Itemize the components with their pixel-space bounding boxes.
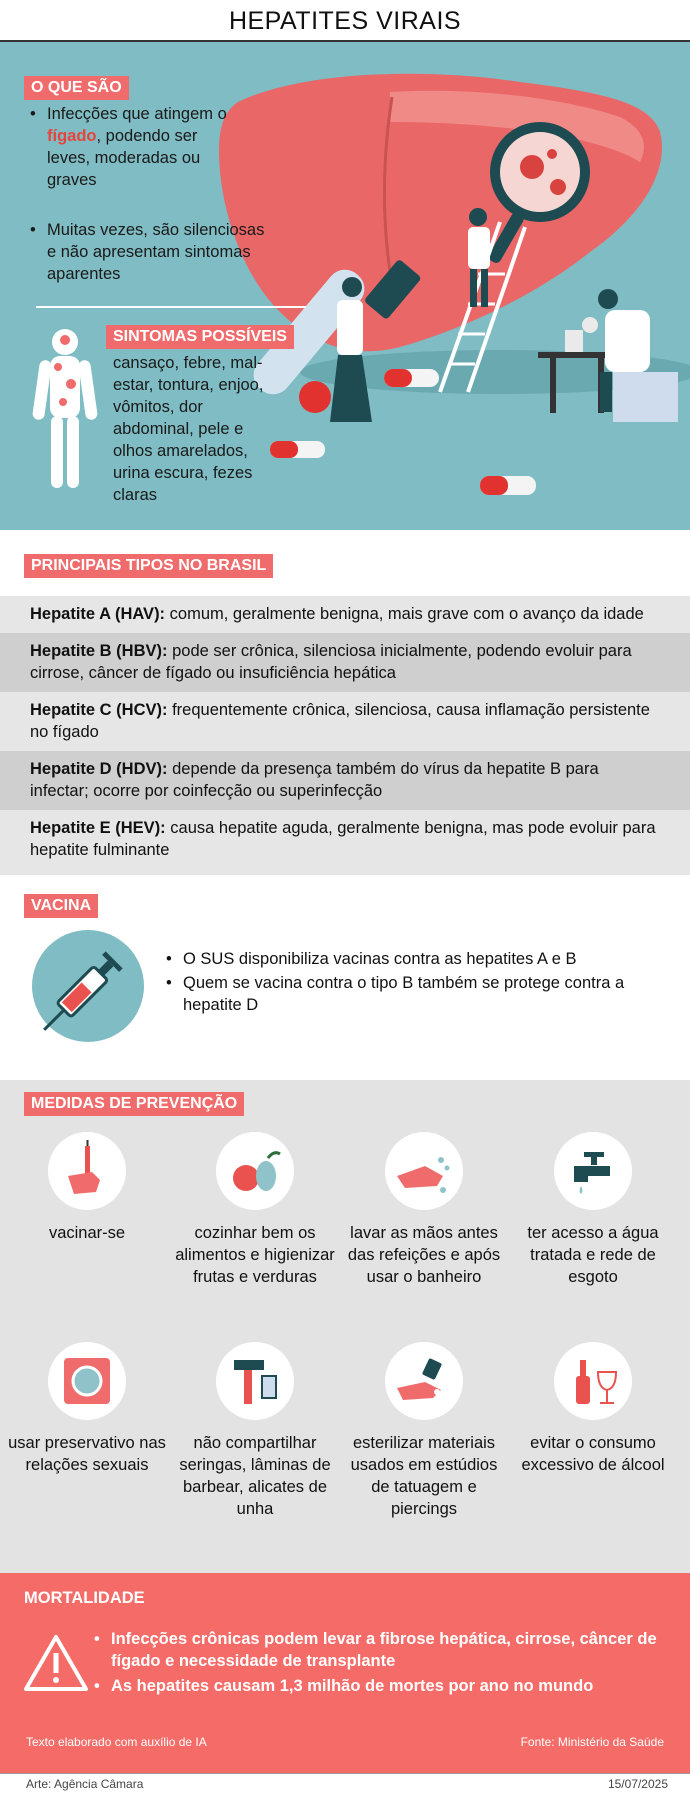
mortalidade-item-1: • Infecções crônicas podem levar a fibrose hepática, cirrose, câncer de fígado e necessidade de transplante xyxy=(94,1630,657,1670)
o-que-sao-bullet-1-post: , podendo ser leves, moderadas ou graves xyxy=(47,127,201,189)
ai-note: Texto elaborado com auxílio de IA xyxy=(26,1735,207,1749)
tattoo-machine-icon xyxy=(385,1342,463,1420)
tipo-row-b: Hepatite B (HBV): pode ser crônica, silenciosa inicialmente, podendo evoluir para cirrose, câncer de fígado ou insuficiência hepática xyxy=(0,633,690,692)
o-que-sao-bullet-1-pre: Infecções que atingem o xyxy=(47,105,227,123)
prevencao-tag: MEDIDAS DE PREVENÇÃO xyxy=(24,1092,244,1116)
prevencao-section xyxy=(0,1080,690,1573)
sintomas-tag: SINTOMAS POSSÍVEIS xyxy=(106,325,294,349)
tipo-row-c: Hepatite C (HCV): frequentemente crônica, silenciosa, causa inflamação persistente no fígado xyxy=(0,692,690,751)
warning-icon xyxy=(23,1633,89,1693)
art-credit: Arte: Agência Câmara xyxy=(26,1777,144,1791)
razor-icon xyxy=(216,1342,294,1420)
source-note: Fonte: Ministério da Saúde xyxy=(520,1735,664,1749)
prev-label-5: usar preservativo nas relações sexuais xyxy=(8,1434,166,1474)
syringe-icon xyxy=(32,930,144,1042)
prev-label-4: ter acesso a água tratada e rede de esgoto xyxy=(527,1224,659,1286)
date: 15/07/2025 xyxy=(607,1777,668,1791)
prev-label-8: evitar o consumo excessivo de álcool xyxy=(521,1434,665,1474)
prev-label-3: lavar as mãos antes das refeições e após usar o banheiro xyxy=(347,1224,501,1286)
mortalidade-title: MORTALIDADE xyxy=(24,1589,145,1607)
tipos-tag: PRINCIPAIS TIPOS NO BRASIL xyxy=(24,554,273,578)
o-que-sao-bullet-2: • Muitas vezes, são silenciosas e não apresentam sintomas aparentes xyxy=(30,221,265,283)
faucet-icon xyxy=(554,1132,632,1210)
prev-label-1: vacinar-se xyxy=(48,1224,126,1242)
tipo-row-a: Hepatite A (HAV): comum, geralmente benigna, mais grave com o avanço da idade xyxy=(0,596,690,633)
mortalidade-section xyxy=(0,1573,690,1773)
prev-label-7: esterilizar materiais usados em estúdios de tatuagem e piercings xyxy=(350,1434,498,1518)
mortalidade-list xyxy=(94,1628,671,1700)
mortalidade-item-2: • As hepatites causam 1,3 milhão de mortes por ano no mundo xyxy=(94,1677,594,1695)
page-title: HEPATITES VIRAIS xyxy=(228,7,462,35)
sintomas-text: cansaço, febre, mal-estar, tontura, enjoo, vômitos, dor abdominal, pele e olhos amarelados, urina escura, fezes claras xyxy=(113,354,264,504)
o-que-sao-tag: O QUE SÃO xyxy=(24,76,129,100)
vaccine-circle xyxy=(32,930,144,1042)
alcohol-icon xyxy=(554,1342,632,1420)
tipo-row-e: Hepatite E (HEV): causa hepatite aguda, geralmente benigna, mas pode evoluir para hepatite fulminante xyxy=(0,810,690,875)
fruits-icon xyxy=(216,1132,294,1210)
tipos-table xyxy=(0,596,690,875)
vacina-item-1: • O SUS disponibiliza vacinas contra as hepatites A e B xyxy=(166,950,577,968)
credits-bar xyxy=(0,1773,690,1794)
hero-section xyxy=(0,42,690,530)
figado-highlight: fígado xyxy=(47,127,97,145)
vacina-tag: VACINA xyxy=(24,894,98,918)
o-que-sao-bullet-1: • Infecções que atingem o fígado, podendo ser leves, moderadas ou graves xyxy=(30,105,227,189)
condom-icon xyxy=(48,1342,126,1420)
tipo-row-d: Hepatite D (HDV): depende da presença também do vírus da hepatite B para infectar; ocorre por coinfecção ou superinfecção xyxy=(0,751,690,810)
prev-label-6: não compartilhar seringas, lâminas de barbear, alicates de unha xyxy=(179,1434,331,1518)
vacina-list xyxy=(166,948,663,1018)
vacina-item-2: • Quem se vacina contra o tipo B também se protege contra a hepatite D xyxy=(166,974,625,1014)
hero-divider xyxy=(36,306,306,308)
syringe-hand-icon xyxy=(48,1132,126,1210)
title-bar xyxy=(0,0,690,42)
prev-label-2: cozinhar bem os alimentos e higienizar frutas e verduras xyxy=(175,1224,335,1286)
o-que-sao-bullet-2-text: Muitas vezes, são silenciosas e não apresentam sintomas aparentes xyxy=(47,221,265,283)
hand-washing-icon xyxy=(385,1132,463,1210)
